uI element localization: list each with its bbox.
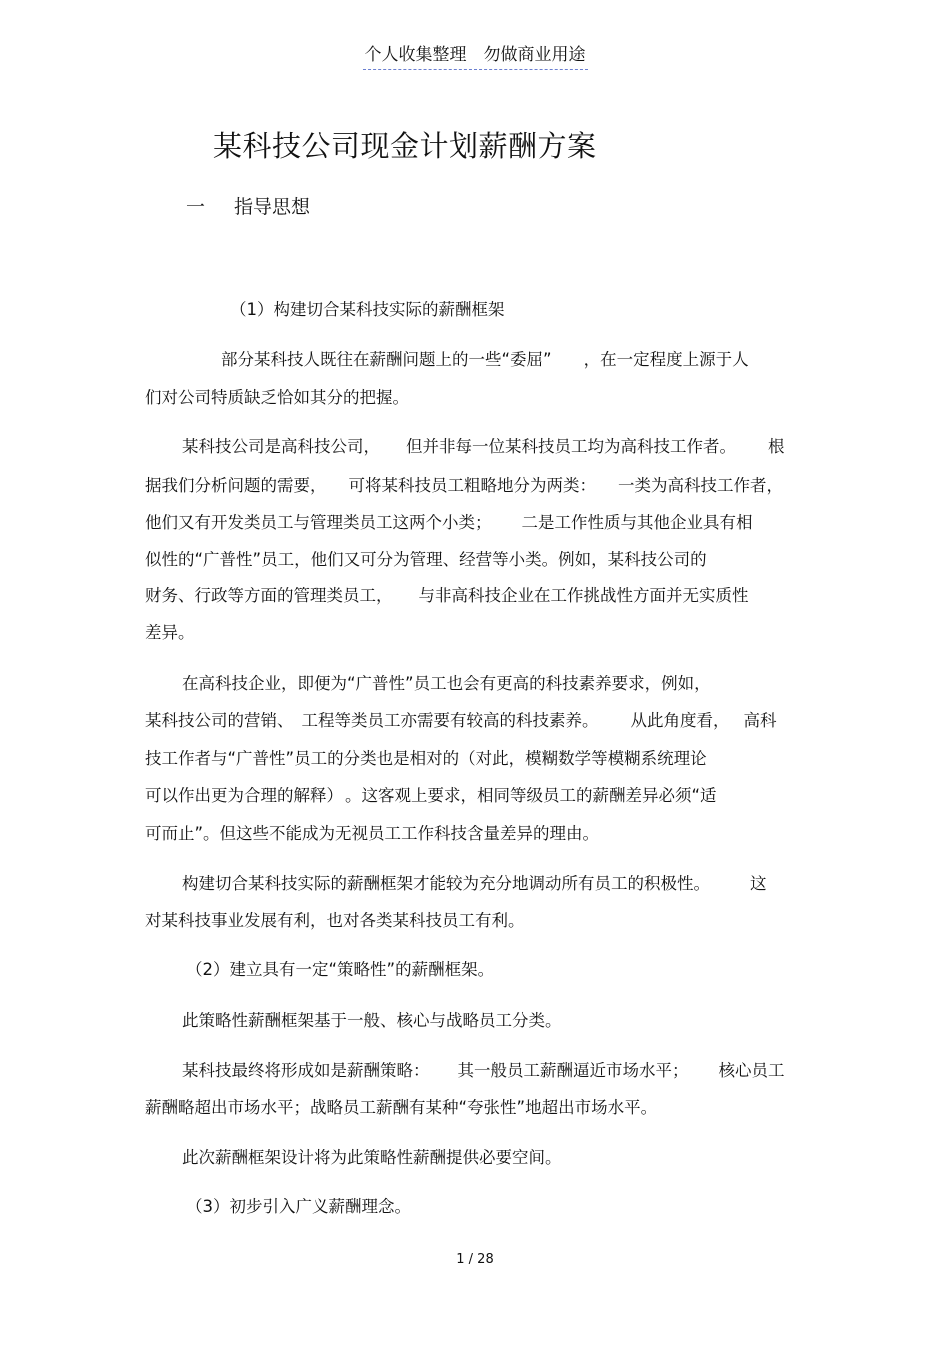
paragraph-line (145, 388, 409, 408)
paragraph-line (145, 749, 707, 769)
text-segment: 二是工作性质与其他企业具有相 (521, 513, 753, 532)
paragraph-line (230, 300, 505, 320)
text-segment: 构建切合某科技实际的薪酬框架才能较为充分地调动所有员工的积极性。 (182, 874, 710, 893)
section-heading (186, 192, 310, 219)
text-segment: 其一般员工薪酬逼近市场水平； (457, 1061, 689, 1080)
text-segment: 们对公司特质缺乏恰如其分的把握。 (145, 388, 409, 407)
text-segment: 这 (750, 874, 767, 893)
paragraph-line (145, 550, 707, 570)
header-note: 个人收集整理 勿做商业用途 (363, 45, 588, 70)
paragraph-line (145, 476, 783, 496)
text-segment: 似性的“广普性”员工，他们又可分为管理、经营等小类。例如，某科技公司的 (145, 550, 707, 569)
text-segment: （3）初步引入广义薪酬理念。 (186, 1197, 411, 1216)
paragraph-line (145, 1098, 657, 1118)
text-segment: 薪酬略超出市场水平；战略员工薪酬有某种“夸张性”地超出市场水平。 (145, 1098, 658, 1117)
paragraph-line (145, 623, 195, 643)
text-segment: 在高科技企业，即便为“广普性”员工也会有更高的科技素养要求，例如， (182, 674, 711, 693)
section-title: 指导思想 (234, 196, 311, 218)
text-segment: 从此角度看， (630, 711, 730, 730)
paragraph-line (145, 824, 599, 844)
text-segment: 但并非每一位某科技员工均为高科技工作者。 (406, 437, 736, 456)
text-segment: ，在一定程度上源于人 (583, 350, 749, 369)
text-segment: 据我们分析问题的需要， (145, 476, 327, 495)
paragraph-line (145, 513, 753, 533)
text-segment: 高科 (743, 711, 777, 730)
paragraph-line (186, 1197, 411, 1217)
paragraph-line (182, 674, 711, 694)
text-segment: （1）构建切合某科技实际的薪酬框架 (230, 300, 505, 319)
paragraph-line (186, 960, 494, 980)
text-segment: 财务、行政等方面的管理类员工， (145, 586, 393, 605)
paragraph-line (145, 911, 525, 931)
text-segment: 可而止”。但这些不能成为无视员工工作科技含量差异的理由。 (145, 824, 600, 843)
text-segment: 部分某科技人既往在薪酬问题上的一些“委屈” (221, 350, 552, 369)
text-segment: 根 (768, 437, 785, 456)
text-segment: 核心员工 (718, 1061, 785, 1080)
text-segment: 对某科技事业发展有利，也对各类某科技员工有利。 (145, 911, 525, 930)
text-segment: 技工作者与“广普性”员工的分类也是相对的（对此，模糊数学等模糊系统理论 (145, 749, 707, 768)
section-number: 一 (186, 196, 206, 218)
document-title: 某科技公司现金计划薪酬方案 (213, 129, 597, 163)
page-header (0, 40, 950, 65)
paragraph-line (145, 786, 717, 806)
text-segment: 某科技最终将形成如是薪酬策略： (182, 1061, 430, 1080)
text-segment: （2）建立具有一定“策略性”的薪酬框架。 (186, 960, 495, 979)
text-segment: 他们又有开发类员工与管理类员工这两个小类； (145, 513, 492, 532)
paragraph-line (182, 437, 785, 457)
paragraph-line (221, 350, 749, 370)
paragraph-line (145, 586, 749, 606)
text-segment: 一类为高科技工作者， (618, 476, 783, 495)
text-segment: 差异。 (145, 623, 195, 642)
text-segment: 某科技公司的营销、 (145, 711, 294, 730)
text-segment: 某科技公司是高科技公司， (182, 437, 380, 456)
paragraph-line (145, 711, 777, 731)
text-segment: 可将某科技员工粗略地分为两类： (348, 476, 596, 495)
page-number: 1 / 28 (456, 1252, 494, 1267)
paragraph-line (182, 1011, 562, 1031)
text-segment: 工程等类员工亦需要有较高的科技素养。 (301, 711, 599, 730)
paragraph-line (182, 874, 767, 894)
text-segment: 与非高科技企业在工作挑战性方面并无实质性 (418, 586, 749, 605)
text-segment: 。这客观上要求，相同等级员工的薪酬差异必须“适 (345, 786, 717, 805)
text-segment: 可以作出更为合理的解释） (145, 786, 343, 805)
text-segment: 此次薪酬框架设计将为此策略性薪酬提供必要空间。 (182, 1148, 562, 1167)
paragraph-line (182, 1148, 562, 1168)
text-segment: 此策略性薪酬框架基于一般、核心与战略员工分类。 (182, 1011, 562, 1030)
paragraph-line (182, 1061, 785, 1081)
